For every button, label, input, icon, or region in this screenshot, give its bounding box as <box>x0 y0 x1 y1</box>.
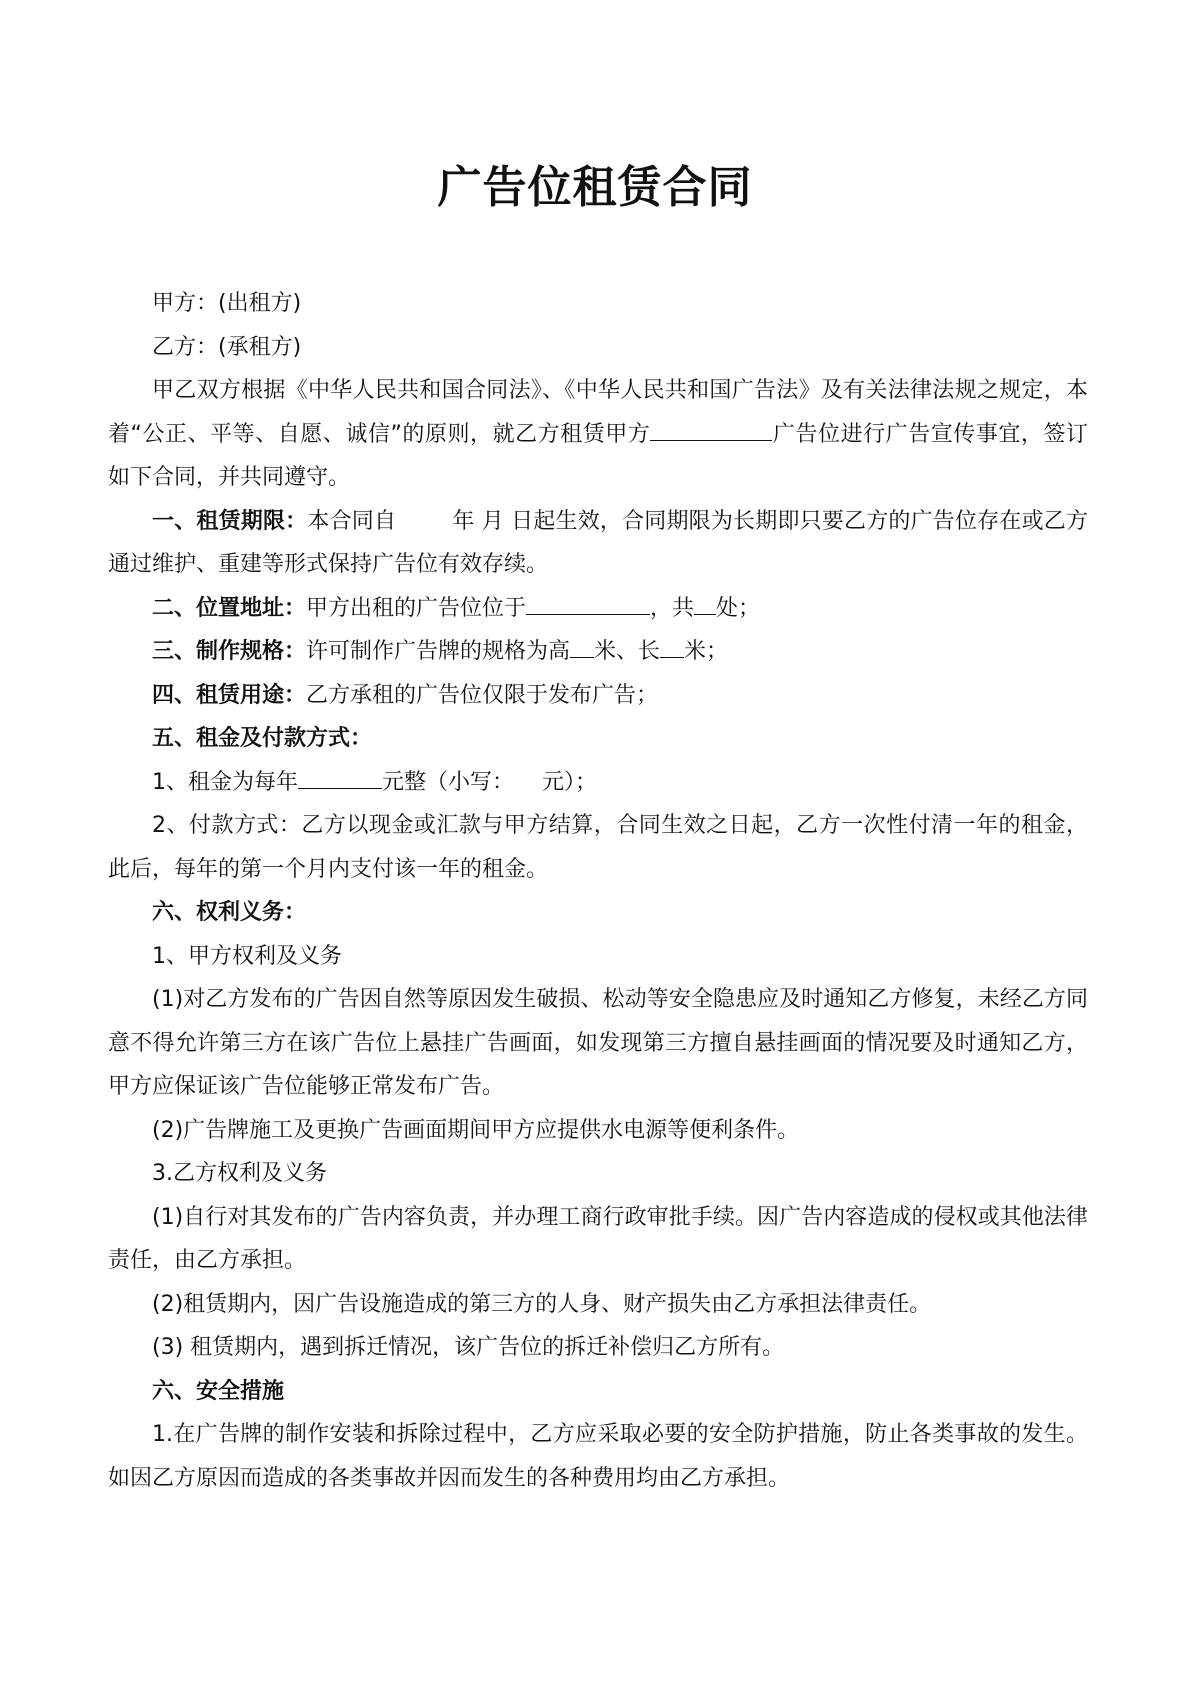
section-term <box>108 500 1088 587</box>
party-a-line: 甲方：(出租方) <box>152 291 302 316</box>
intro-text-1: 甲乙双方根据《中华人民共和国合同法》、《中华人民共和国广告法》及有关法律法规之规定，本着“公正、平等、自愿、诚信”的原则，就乙方租赁甲方 <box>108 378 1088 447</box>
section-location-text-3: 处； <box>716 595 761 621</box>
intro-paragraph <box>108 369 1088 500</box>
section-spec <box>108 630 1088 674</box>
count-blank <box>694 594 716 615</box>
height-blank <box>570 637 594 658</box>
page-title: 广告位租赁合同 <box>437 162 753 213</box>
section-usage-text: 乙方承租的广告位仅限于发布广告； <box>306 682 659 708</box>
payment-method: 2、付款方式：乙方以现金或汇款与甲方结算，合同生效之日起，乙方一次性付清一年的租金，此后，每年的第一个月内支付该一年的租金。 <box>108 813 1088 882</box>
party-b-right-2: (2)租赁期内，因广告设施造成的第三方的人身、财产损失由乙方承担法律责任。 <box>152 1291 932 1317</box>
section-location-text-2: ，共 <box>650 595 695 621</box>
party-a-right-2: (2)广告牌施工及更换广告画面期间甲方应提供水电源等便利条件。 <box>152 1117 800 1143</box>
section-spec-text-3: 米； <box>684 639 729 664</box>
section-location-heading: 二、位置地址： <box>152 595 307 621</box>
safety-clause-1: 1.在广告牌的制作安装和拆除过程中，乙方应采取必要的安全防护措施，防止各类事故的发生。如因乙方原因而造成的各类事故并因而发生的各种费用均由乙方承担。 <box>108 1422 1088 1491</box>
contract-body <box>108 282 1088 1500</box>
section-safety-heading: 六、安全措施 <box>152 1378 285 1404</box>
section-location-text-1: 甲方出租的广告位位于 <box>306 595 527 621</box>
section-usage <box>108 674 1088 718</box>
rent-amount-text-2: 元整（小写： <box>382 769 515 795</box>
section-rent-heading: 五、租金及付款方式： <box>152 726 373 751</box>
intro-text-2: 广告位进行广告宣传事宜，签订如下合同，并共同遵守。 <box>108 421 1088 490</box>
section-term-text-1: 本合同自 <box>307 508 397 534</box>
party-a-right-1: (1)对乙方发布的广告因自然等原因发生破损、松动等安全隐患应及时通知乙方修复，未经乙方同意不得允许第三方在该广告位上悬挂广告画面，如发现第三方擅自悬挂画面的情况要及时通知乙方，甲方应保证该广告位能够正常发布广告。 <box>108 987 1088 1099</box>
section-usage-heading: 四、租赁用途： <box>152 682 307 708</box>
address-blank <box>526 594 650 615</box>
rent-amount-text-3: 元）； <box>542 769 598 795</box>
section-term-heading: 一、租赁期限： <box>152 508 308 534</box>
section-location <box>108 587 1088 631</box>
rent-amount-text-1: 1、租金为每年 <box>152 769 298 795</box>
location-blank <box>650 420 772 441</box>
section-spec-heading: 三、制作规格： <box>152 639 307 664</box>
section-term-text-2: 年 月 日起生效，合同期限为长期即只要乙方的广告位存在或乙方通过维护、重建等形式保持广告位有效存续。 <box>108 508 1088 577</box>
section-spec-text-2: 米、长 <box>594 639 661 664</box>
party-b-right-1: (1)自行对其发布的广告内容负责，并办理工商行政审批手续。因广告内容造成的侵权或其他法律责任，由乙方承担。 <box>108 1204 1088 1273</box>
party-a-rights-title: 1、甲方权利及义务 <box>152 943 342 969</box>
section-rights-heading: 六、权利义务： <box>152 900 307 925</box>
party-b-line: 乙方：(承租方) <box>152 334 302 360</box>
party-b-right-3: (3) 租赁期内，遇到拆迁情况，该广告位的拆迁补偿归乙方所有。 <box>152 1335 785 1360</box>
section-spec-text-1: 许可制作广告牌的规格为高 <box>306 639 571 664</box>
rent-amount-line <box>108 761 1088 805</box>
rent-amount-blank <box>298 768 382 789</box>
length-blank <box>660 637 684 658</box>
party-b-rights-title: 3.乙方权利及义务 <box>152 1161 327 1186</box>
